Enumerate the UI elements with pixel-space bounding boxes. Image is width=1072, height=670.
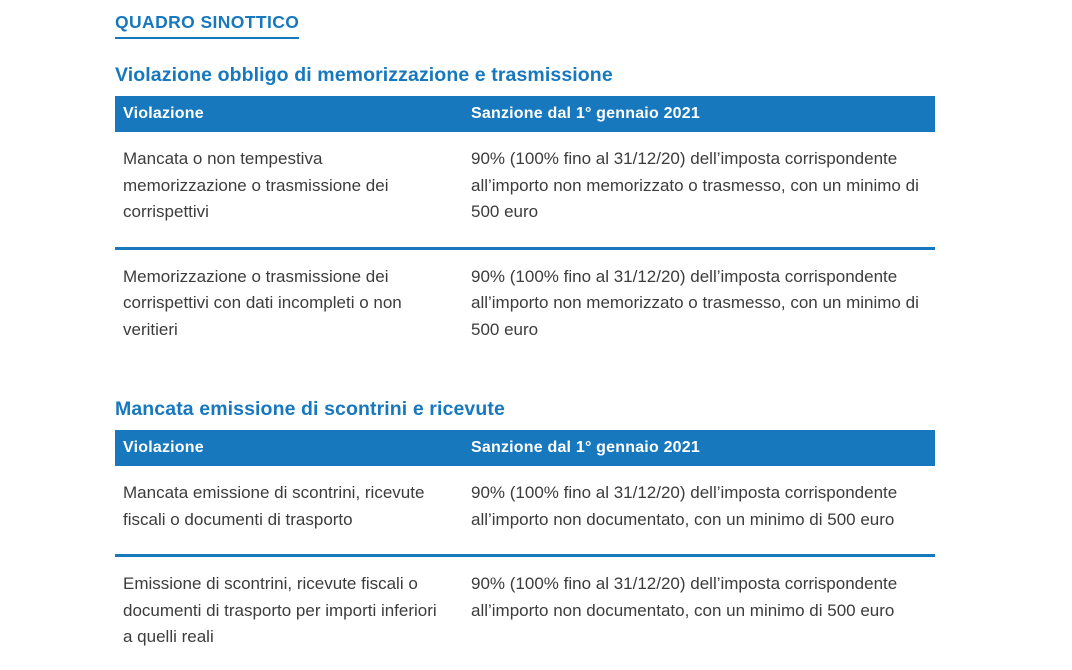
violation-cell: Mancata emissione di scontrini, ricevute fiscali o documenti di trasporto (115, 466, 463, 556)
column-header-violazione: Violazione (115, 430, 463, 466)
table-row (115, 132, 935, 248)
section-heading-memorizzazione: Violazione obbligo di memorizzazione e trasmissione (115, 64, 613, 86)
sanction-cell: 90% (100% fino al 31/12/20) dell’imposta corrispondente all’importo non memorizzato o trasmesso, con un minimo di 500 euro (471, 266, 919, 339)
table-header-row (115, 430, 935, 466)
table-header-row (115, 96, 935, 132)
violation-cell: Memorizzazione o trasmissione dei corrispettivi con dati incompleti o non veritieri (123, 266, 402, 339)
sanction-cell: 90% (100% fino al 31/12/20) dell’imposta corrispondente all’importo non documentato, con un minimo di 500 euro (471, 574, 898, 620)
section-mancata-emissione (115, 398, 935, 670)
table-row (115, 466, 935, 556)
sanctions-table-emissione (115, 430, 935, 670)
sanction-cell: 90% (100% fino al 31/12/20) dell’imposta corrispondente all’importo non documentato, con un minimo di 500 euro (463, 466, 935, 556)
sanction-cell: 90% (100% fino al 31/12/20) dell’imposta corrispondente all’importo non memorizzato o trasmesso, con un minimo di 500 euro (463, 132, 935, 248)
column-header-violazione: Violazione (115, 96, 463, 132)
column-header-sanzione: Sanzione dal 1° gennaio 2021 (463, 96, 935, 132)
table-row (115, 248, 935, 364)
section-heading-emissione: Mancata emissione di scontrini e ricevute (115, 398, 505, 420)
violation-cell: Emissione di scontrini, ricevute fiscali o documenti di trasporto per importi inferiori a quelli reali (123, 574, 437, 646)
document-content (115, 10, 935, 670)
table-row (115, 556, 935, 670)
column-header-sanzione: Sanzione dal 1° gennaio 2021 (463, 430, 935, 466)
page-title[interactable]: QUADRO SINOTTICO (115, 12, 299, 39)
sanctions-table-memorizzazione (115, 96, 935, 364)
section-memorizzazione-trasmissione (115, 64, 935, 364)
violation-cell: Mancata o non tempestiva memorizzazione o trasmissione dei corrispettivi (115, 132, 463, 248)
